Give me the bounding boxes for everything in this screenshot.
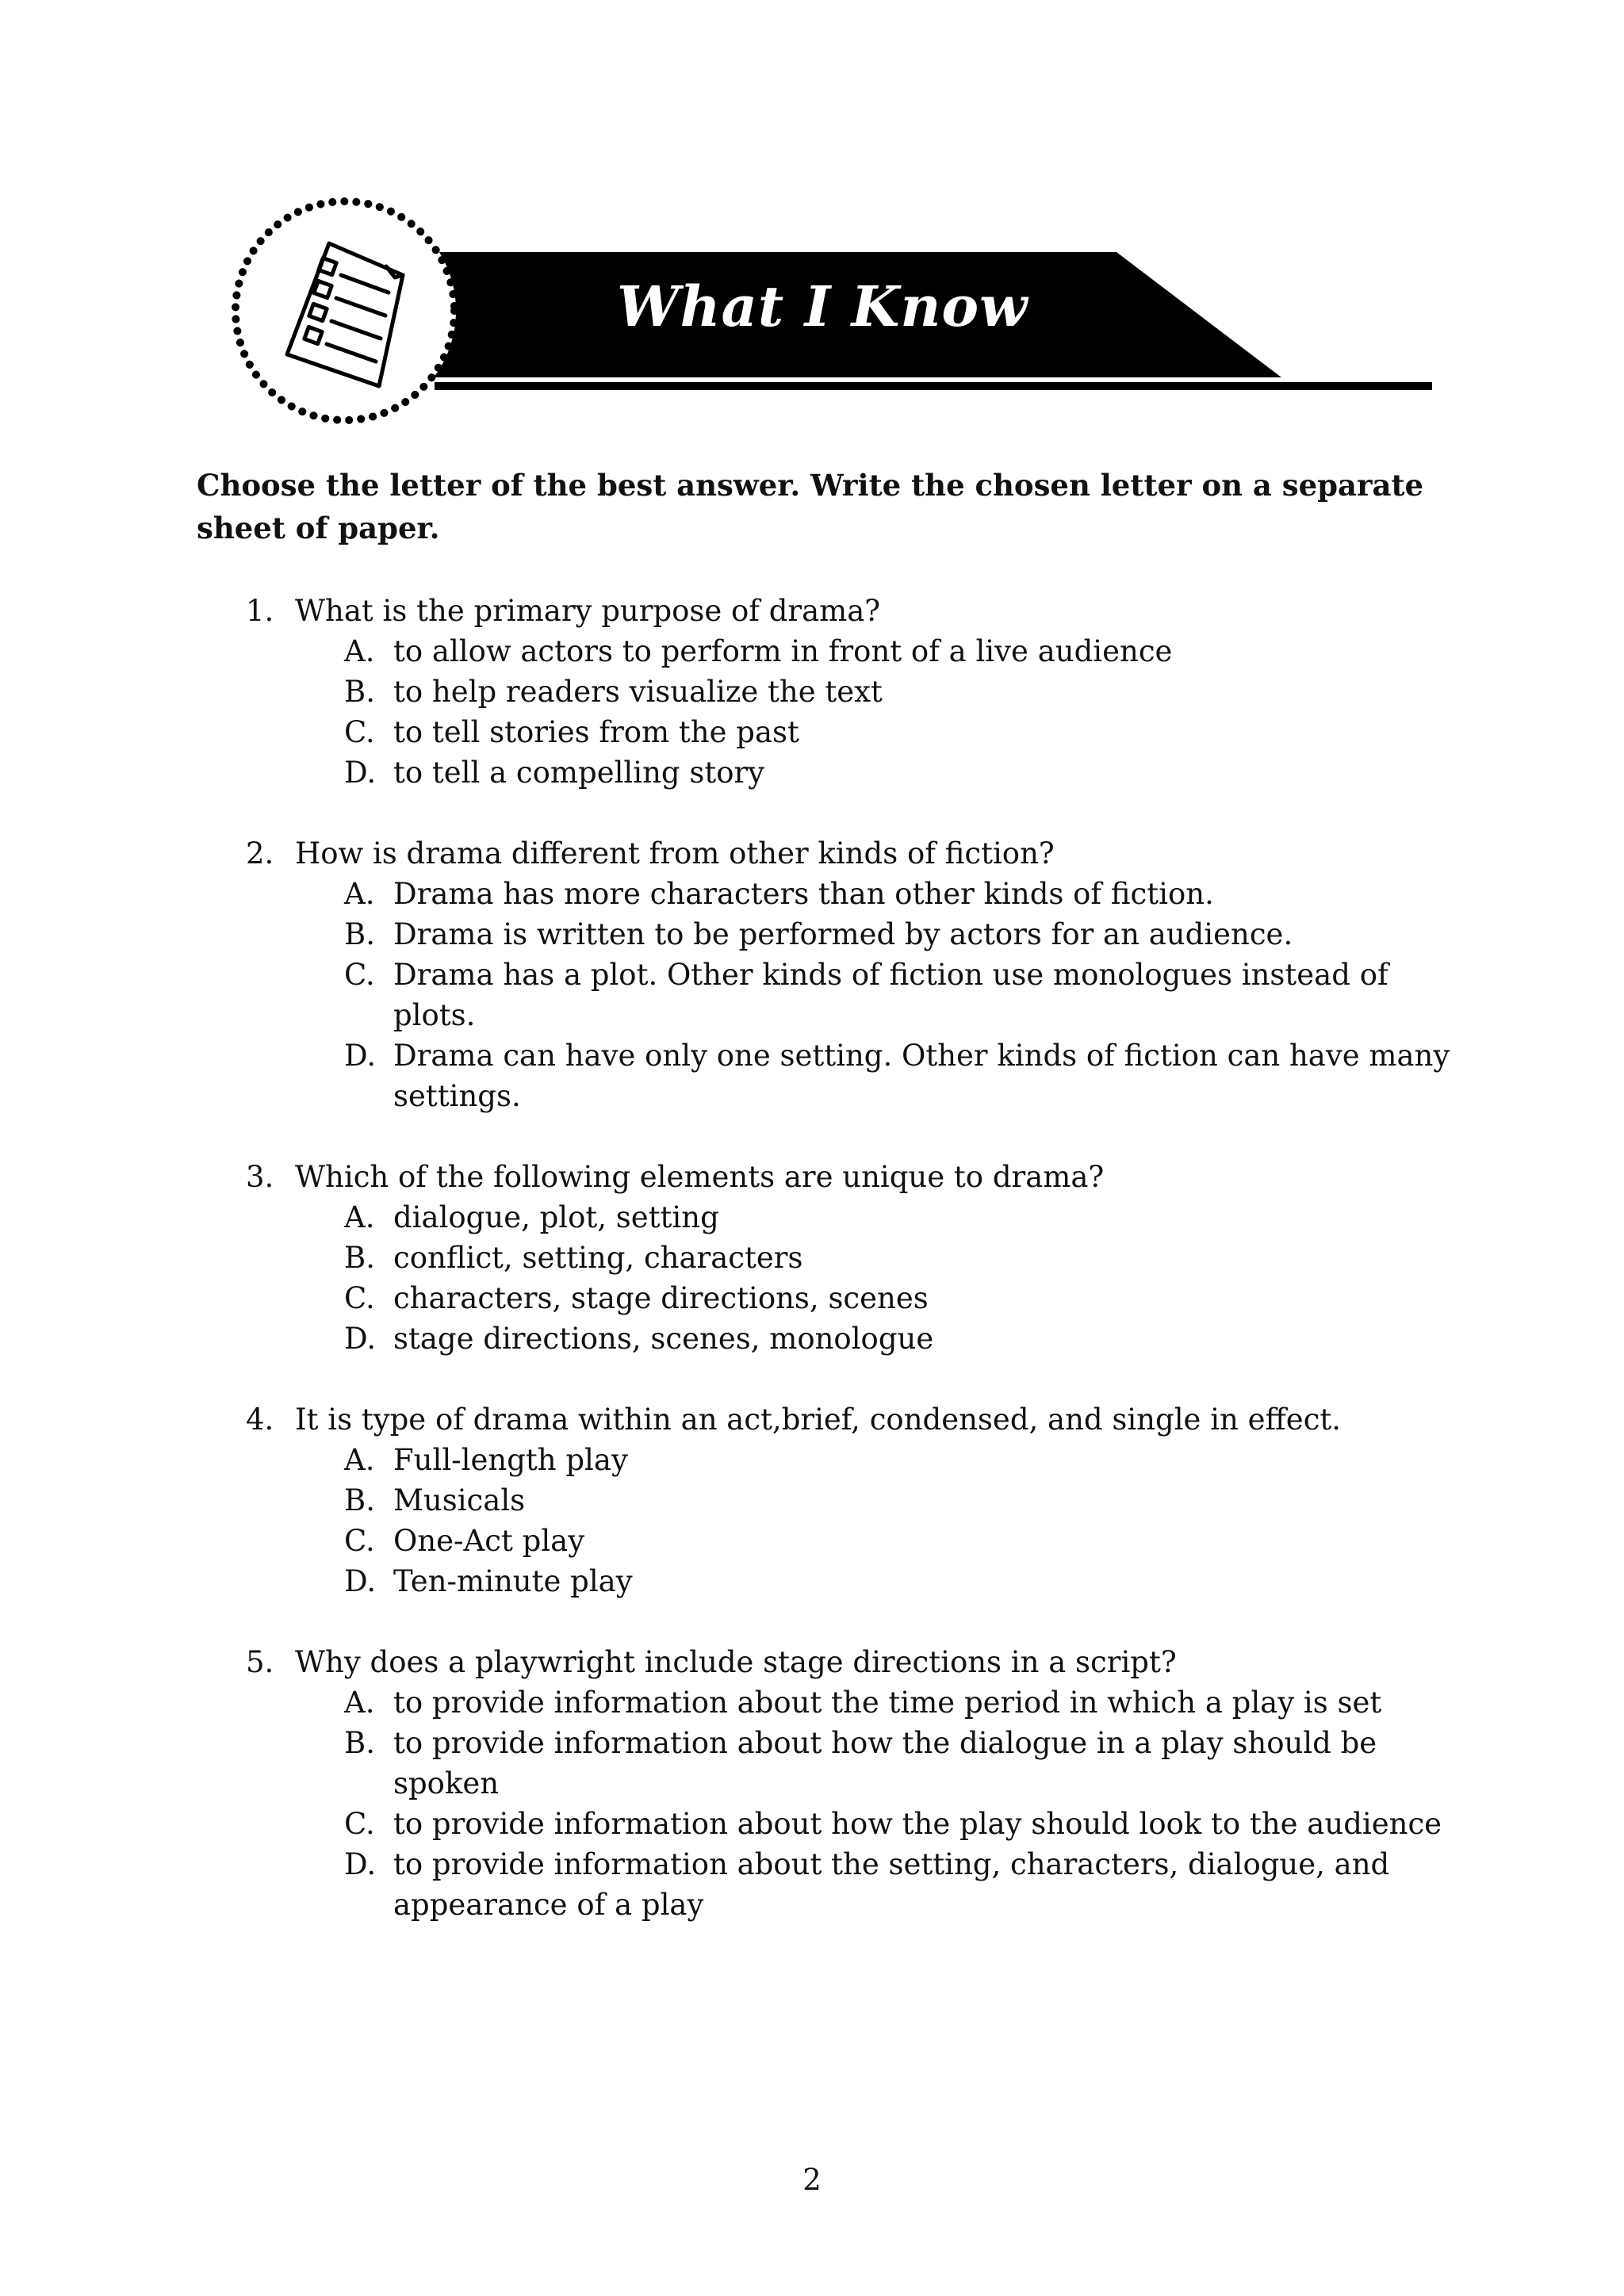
answer-choice — [0, 1844, 1624, 1925]
choice-text: to provide information about the time period in which a play is set — [393, 1686, 1382, 1720]
answer-choice — [0, 1440, 1624, 1480]
instructions: Choose the letter of the best answer. Write the chosen letter on a separate sheet of paper. — [197, 468, 1424, 545]
section-header-graphic — [0, 0, 1624, 476]
answer-choice — [0, 1682, 1624, 1723]
choice-letter: B. — [344, 1483, 375, 1517]
choice-text: One-Act play — [393, 1524, 585, 1558]
question-list — [0, 591, 1624, 1965]
answer-choice — [0, 1278, 1624, 1318]
choice-letter: C. — [344, 1524, 375, 1558]
question-text: What is the primary purpose of drama? — [295, 594, 881, 628]
choice-letter: B. — [344, 675, 375, 709]
choice-text: Drama has a plot. Other kinds of fiction use monologues instead of plots. — [393, 958, 1388, 1032]
choice-text: dialogue, plot, setting — [393, 1200, 719, 1234]
section-title: What I Know — [617, 274, 1028, 339]
choice-text: Drama can have only one setting. Other kinds of fiction can have many settings. — [393, 1039, 1450, 1113]
choice-letter: A. — [344, 1443, 375, 1477]
question-stem — [0, 1642, 1624, 1682]
answer-choice — [0, 1197, 1624, 1238]
answer-choice — [0, 914, 1624, 955]
choice-letter: A. — [344, 877, 375, 911]
question-number: 3. — [246, 1160, 274, 1194]
question-item — [0, 591, 1624, 793]
choice-letter: D. — [344, 1847, 377, 1881]
choice-letter: C. — [344, 1281, 375, 1315]
question-number: 1. — [246, 594, 274, 628]
choice-text: to tell stories from the past — [393, 715, 799, 749]
choice-text: Full-length play — [393, 1443, 628, 1477]
answer-choice — [0, 672, 1624, 712]
answer-choice — [0, 1238, 1624, 1278]
choice-letter: A. — [344, 1200, 375, 1234]
answer-choice — [0, 1035, 1624, 1116]
question-text: It is type of drama within an act,brief, condensed, and single in effect. — [295, 1402, 1342, 1437]
question-stem — [0, 1399, 1624, 1440]
question-stem — [0, 591, 1624, 631]
question-stem — [0, 1157, 1624, 1197]
question-stem — [0, 833, 1624, 874]
answer-choice — [0, 1480, 1624, 1521]
choice-text: to provide information about how the dialogue in a play should be spoken — [393, 1726, 1377, 1800]
choice-text: to allow actors to perform in front of a live audience — [393, 634, 1173, 668]
answer-choice — [0, 1723, 1624, 1804]
question-text: How is drama different from other kinds of fiction? — [295, 836, 1055, 871]
choice-letter: D. — [344, 1322, 377, 1356]
choice-text: Ten-minute play — [393, 1564, 633, 1598]
choice-text: Drama is written to be performed by actors for an audience. — [393, 917, 1293, 951]
choice-letter: A. — [344, 1686, 375, 1720]
choice-letter: B. — [344, 917, 375, 951]
answer-choice — [0, 955, 1624, 1035]
question-text: Which of the following elements are unique to drama? — [295, 1160, 1105, 1194]
choice-letter: C. — [344, 958, 375, 992]
question-number: 5. — [246, 1645, 274, 1679]
question-number: 2. — [246, 836, 274, 871]
choice-text: to provide information about how the play should look to the audience — [393, 1807, 1442, 1841]
question-number: 4. — [246, 1402, 274, 1437]
question-item — [0, 1399, 1624, 1601]
question-text: Why does a playwright include stage directions in a script? — [295, 1645, 1177, 1679]
choice-text: to provide information about the setting, characters, dialogue, and appearance of a play — [393, 1847, 1390, 1922]
banner-underline — [435, 382, 1432, 390]
answer-choice — [0, 1318, 1624, 1359]
answer-choice — [0, 1804, 1624, 1844]
choice-text: to help readers visualize the text — [393, 675, 883, 709]
choice-letter: B. — [344, 1726, 375, 1760]
answer-choice — [0, 752, 1624, 793]
question-item — [0, 1642, 1624, 1925]
choice-text: Musicals — [393, 1483, 526, 1517]
choice-letter: D. — [344, 1564, 377, 1598]
choice-letter: D. — [344, 756, 377, 790]
choice-letter: A. — [344, 634, 375, 668]
answer-choice — [0, 631, 1624, 672]
answer-choice — [0, 874, 1624, 914]
choice-text: stage directions, scenes, monologue — [393, 1322, 934, 1356]
page-number: 2 — [802, 2163, 822, 2197]
choice-text: conflict, setting, characters — [393, 1241, 803, 1275]
choice-text: Drama has more characters than other kinds of fiction. — [393, 877, 1214, 911]
question-item — [0, 1157, 1624, 1359]
choice-letter: C. — [344, 1807, 375, 1841]
choice-text: to tell a compelling story — [393, 756, 765, 790]
choice-letter: B. — [344, 1241, 375, 1275]
choice-letter: C. — [344, 715, 375, 749]
question-item — [0, 833, 1624, 1116]
answer-choice — [0, 1521, 1624, 1561]
answer-choice — [0, 712, 1624, 752]
choice-letter: D. — [344, 1039, 377, 1073]
answer-choice — [0, 1561, 1624, 1601]
choice-text: characters, stage directions, scenes — [393, 1281, 929, 1315]
